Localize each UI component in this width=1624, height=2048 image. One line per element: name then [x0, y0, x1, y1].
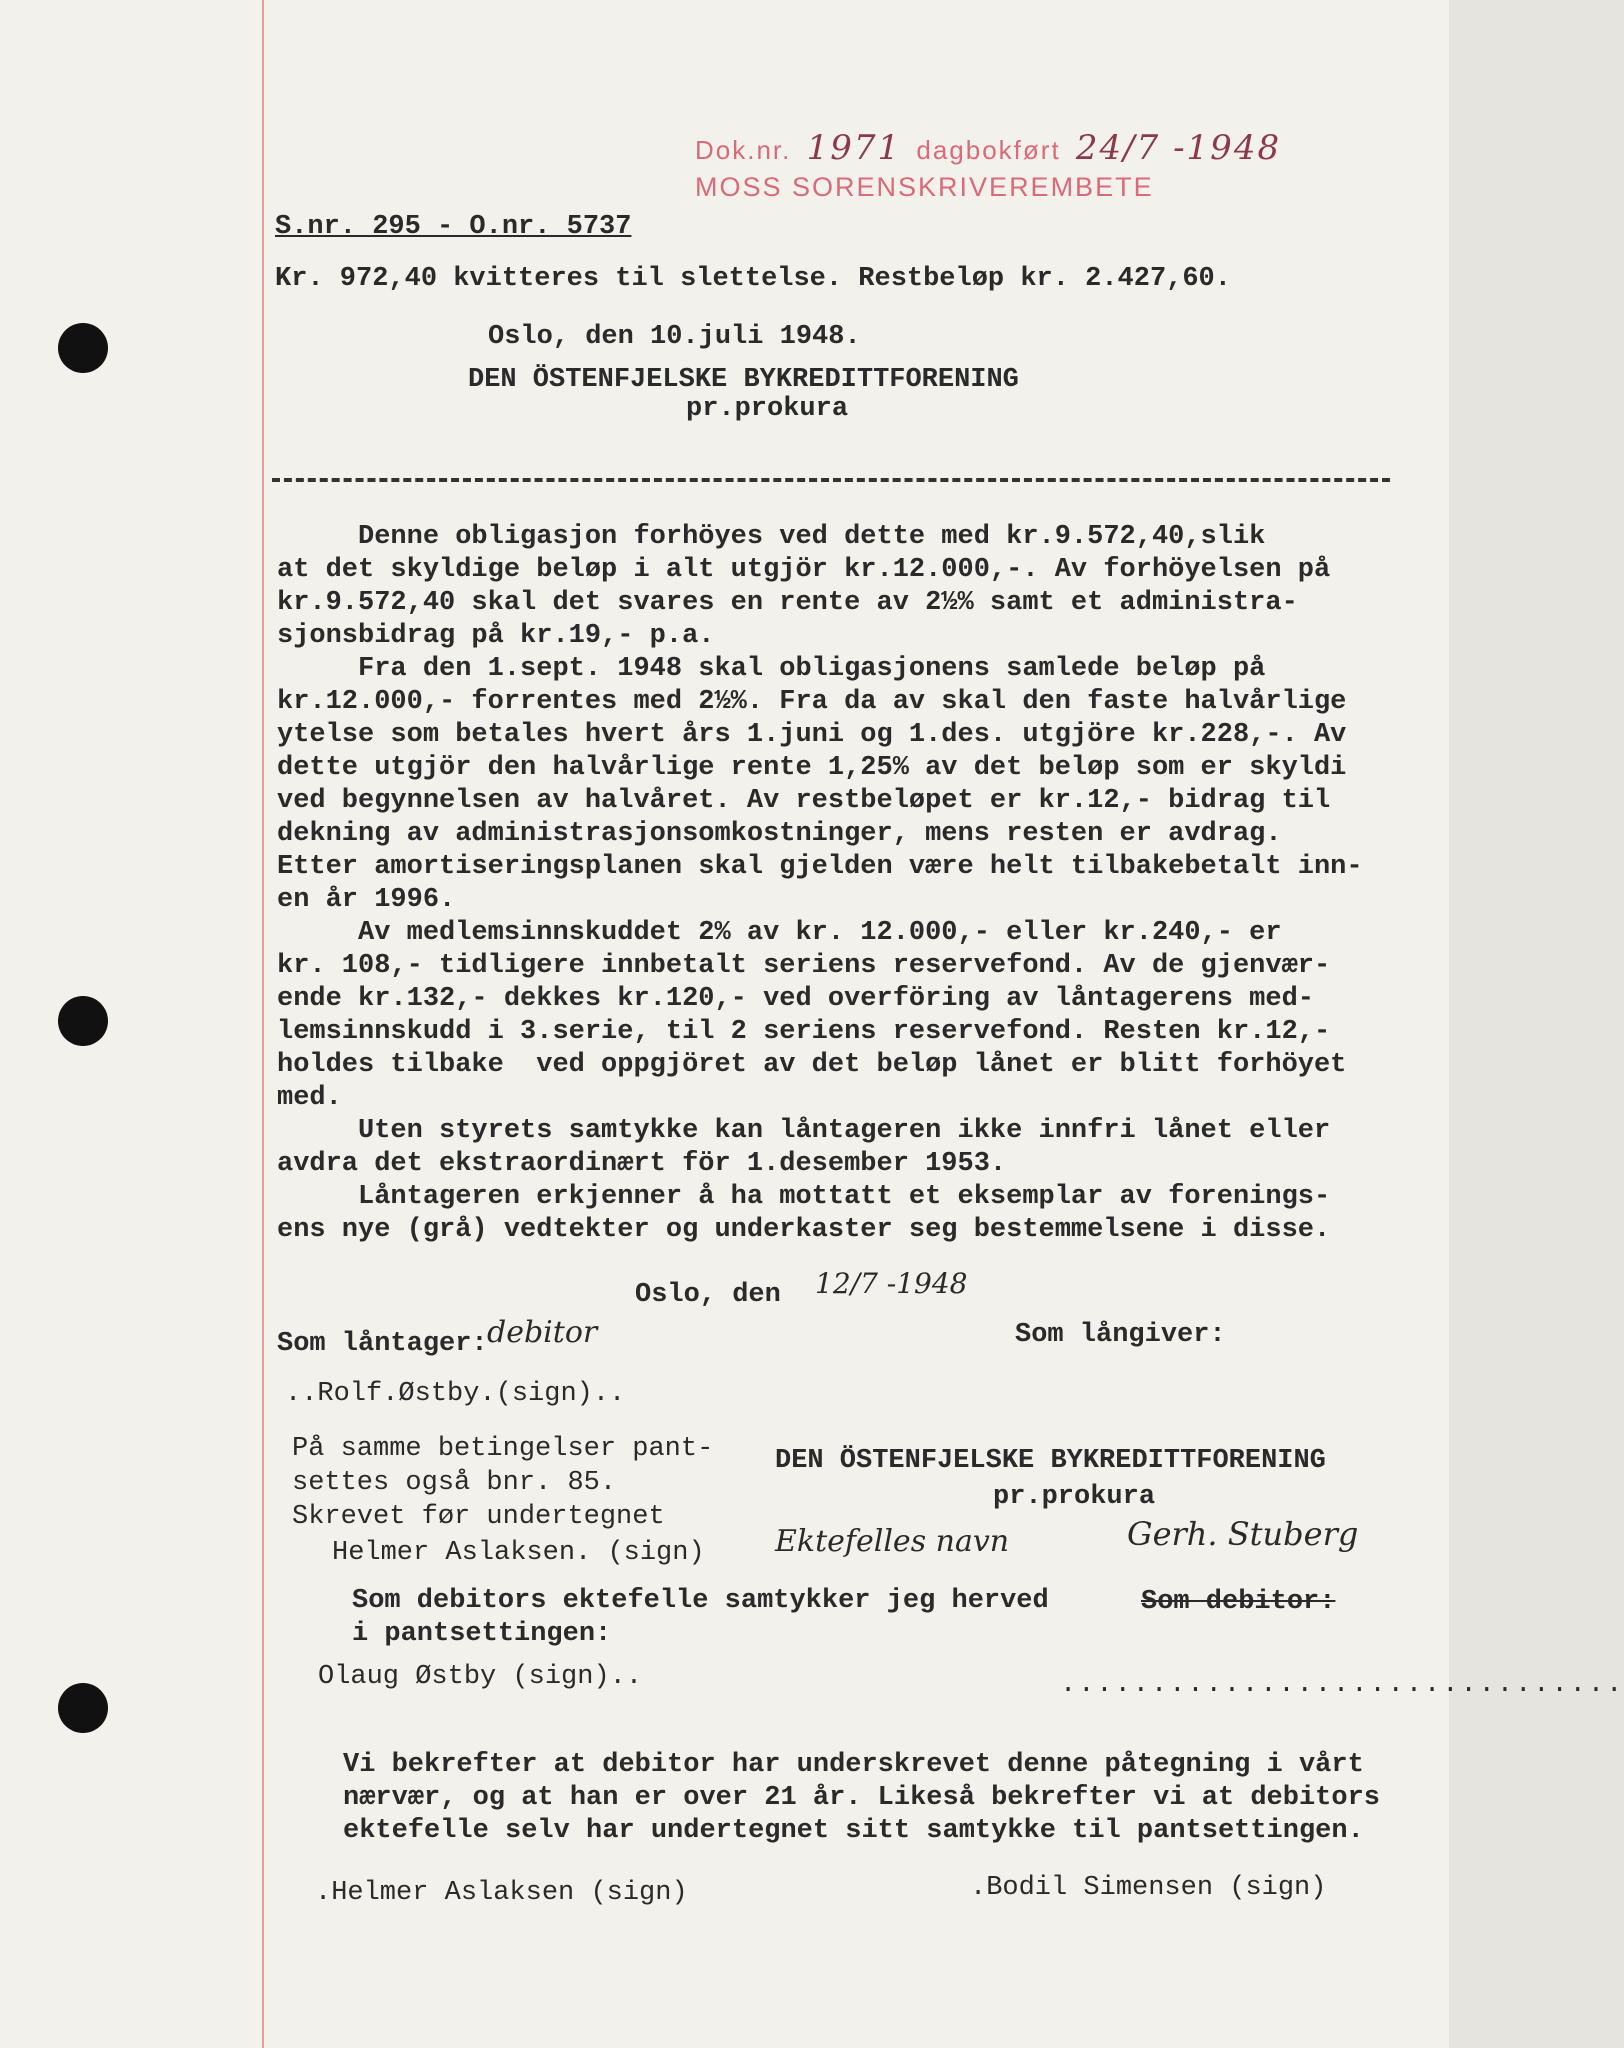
- body-line: Denne obligasjon forhöyes ved dette med kr.9.572,40,slik: [277, 522, 1266, 552]
- lender-org: DEN ÖSTENFJELSKE BYKREDITTFORENING: [775, 1446, 1326, 1476]
- pledge-line: På samme betingelser pant-: [292, 1434, 714, 1464]
- reference-number: S.nr. 295 - O.nr. 5737: [275, 212, 632, 242]
- body-line: dette utgjör den halvårlige rente 1,25% av det beløp som er skyldi: [277, 753, 1347, 783]
- stamp-date: 24/7 -1948: [1075, 128, 1282, 168]
- body-line: kr. 108,- tidligere innbetalt seriens reservefond. Av de gjenvær-: [277, 951, 1331, 981]
- body-line: ytelse som betales hvert års 1.juni og 1.des. utgjöre kr.228,-. Av: [277, 720, 1347, 750]
- body-line: ved begynnelsen av halvåret. Av restbeløpet er kr.12,- bidrag til: [277, 786, 1331, 816]
- body-line: ens nye (grå) vedtekter og underkaster seg bestemmelsene i disse.: [277, 1215, 1331, 1245]
- body-line: Låntageren erkjenner å ha mottatt et eksemplar av forenings-: [277, 1182, 1331, 1212]
- witness-line: Vi bekrefter at debitor har underskrevet denne påtegning i vårt: [343, 1750, 1364, 1780]
- body-line: med.: [277, 1083, 342, 1113]
- witness-signature-right: .Bodil Simensen (sign): [970, 1873, 1327, 1903]
- first-role: pr.prokura: [686, 394, 849, 424]
- second-date-handwritten: 12/7 -1948: [815, 1267, 968, 1300]
- body-line: avdra det ekstraordinært för 1.desember 1953.: [277, 1149, 1007, 1179]
- body-line: Av medlemsinnskuddet 2% av kr. 12.000,- eller kr.240,- er: [277, 918, 1282, 948]
- punch-hole: [58, 996, 108, 1046]
- witness-line: ektefelle selv har undertegnet sitt samtykke til pantsettingen.: [343, 1816, 1364, 1846]
- body-line: Fra den 1.sept. 1948 skal obligasjonens samlede beløp på: [277, 654, 1266, 684]
- receipt-line: Kr. 972,40 kvitteres til slettelse. Restbeløp kr. 2.427,60.: [275, 264, 1231, 294]
- body-line: en år 1996.: [277, 885, 456, 915]
- spouse-line: i pantsettingen:: [352, 1619, 612, 1649]
- pledge-line: settes også bnr. 85.: [292, 1468, 617, 1498]
- punch-hole: [58, 1683, 108, 1733]
- lender-label: Som långiver:: [1015, 1320, 1226, 1350]
- body-line: kr.9.572,40 skal det svares en rente av 2½% samt et administra-: [277, 588, 1298, 618]
- body-line: lemsinnskudd i 3.serie, til 2 seriens reservefond. Resten kr.12,-: [277, 1017, 1331, 1047]
- witness-line: nærvær, og at han er over 21 år. Likeså bekrefter vi at debitors: [343, 1783, 1380, 1813]
- second-place: Oslo, den: [635, 1280, 781, 1310]
- body-line: kr.12.000,- forrentes med 2½%. Fra da av skal den faste halvårlige: [277, 687, 1347, 717]
- body-line: at det skyldige beløp i alt utgjör kr.12.000,-. Av forhöyelsen på: [277, 555, 1331, 585]
- stamp-dok-number: 1971: [806, 128, 902, 168]
- handwritten-note: Ektefelles navn: [775, 1524, 1010, 1559]
- stamp-dok-label: Dok.nr.: [695, 135, 792, 165]
- signature-dots: ...............................: [1060, 1670, 1624, 1700]
- struck-text: Som debitor:: [1141, 1587, 1336, 1617]
- first-place-date: Oslo, den 10.juli 1948.: [488, 322, 861, 352]
- borrower-label: Som låntager:: [277, 1329, 488, 1359]
- body-line: Etter amortiseringsplanen skal gjelden være helt tilbakebetalt inn-: [277, 852, 1363, 882]
- borrower-handwritten: debitor: [487, 1315, 598, 1350]
- registration-stamp: [695, 128, 1287, 203]
- body-line: ende kr.132,- dekkes kr.120,- ved overföring av låntagerens med-: [277, 984, 1314, 1014]
- punch-hole: [58, 323, 108, 373]
- body-line: dekning av administrasjonsomkostninger, mens resten er avdrag.: [277, 819, 1282, 849]
- witness-signature-left: .Helmer Aslaksen (sign): [315, 1878, 688, 1908]
- stamp-dagbok-label: dagbokført: [916, 135, 1061, 165]
- lender-role: pr.prokura: [993, 1482, 1156, 1512]
- pledge-line: Skrevet før undertegnet: [292, 1502, 665, 1532]
- spouse-signature: Olaug Østby (sign)..: [318, 1662, 643, 1692]
- separator-line: [272, 478, 1390, 486]
- spouse-line: Som debitors ektefelle samtykker jeg herved: [352, 1586, 1049, 1616]
- body-line: holdes tilbake ved oppgjöret av det beløp lånet er blitt forhöyet: [277, 1050, 1347, 1080]
- body-line: sjonsbidrag på kr.19,- p.a.: [277, 621, 715, 651]
- first-org: DEN ÖSTENFJELSKE BYKREDITTFORENING: [468, 365, 1019, 395]
- margin-line: [262, 0, 264, 2048]
- pledge-line: Helmer Aslaksen. (sign): [332, 1538, 705, 1568]
- handwritten-signature: Gerh. Stuberg: [1127, 1515, 1359, 1553]
- stamp-office: MOSS SORENSKRIVEREMBETE: [695, 172, 1154, 202]
- body-line: Uten styrets samtykke kan låntageren ikke innfri lånet eller: [277, 1116, 1331, 1146]
- borrower-signature: ..Rolf.Østby.(sign)..: [285, 1379, 626, 1409]
